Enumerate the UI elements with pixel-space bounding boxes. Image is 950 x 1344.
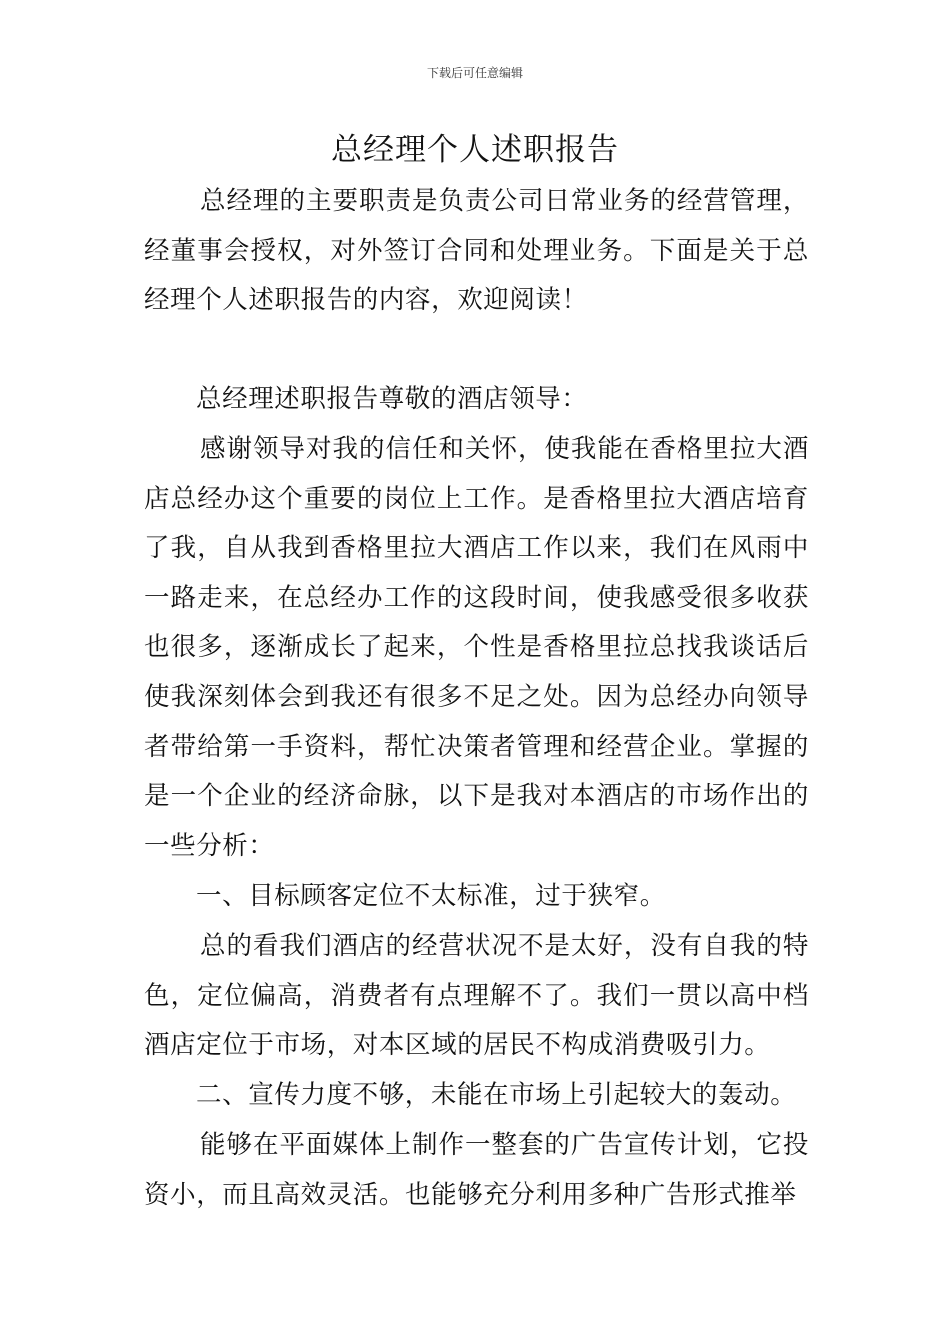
section-heading-1: 一、目标顾客定位不太标准，过于狭窄。 bbox=[196, 881, 666, 911]
body-paragraph-1: 感谢领导对我的信任和关怀，使我能在香格里拉大酒店总经办这个重要的岗位上工作。是香格里拉大酒店培育了我，自从我到香格里拉大酒店工作以来，我们在风雨中一路走来，在总经办工作的这段时间，使我感受很多收获也很多，逐渐成长了起来，个性是香格里拉总找我谈话后使我深刻体会到我还有很多不足之处。因为总经办向领导者带给第一手资料，帮忙决策者管理和经营企业。掌握的是一个企业的经济命脉，以下是我对本酒店的市场作出的一些分析： bbox=[144, 434, 809, 861]
section-heading-2: 二、宣传力度不够，未能在市场上引起较大的轰动。 bbox=[196, 1080, 797, 1110]
intro-paragraph: 总经理的主要职责是负责公司日常业务的经营管理，经董事会授权，对外签订合同和处理业务。下面是关于总经理个人述职报告的内容，欢迎阅读！ bbox=[144, 186, 809, 316]
body-paragraph-2: 总的看我们酒店的经营状况不是太好，没有自我的特色，定位偏高，消费者有点理解不了。我们一贯以高中档酒店定位于市场，对本区域的居民不构成消费吸引力。 bbox=[144, 931, 809, 1061]
salutation: 总经理述职报告尊敬的酒店领导： bbox=[196, 384, 588, 414]
document-title: 总经理个人述职报告 bbox=[331, 132, 619, 168]
body-paragraph-3: 能够在平面媒体上制作一整套的广告宣传计划，它投资小，而且高效灵活。也能够充分利用多种广告形式推举 bbox=[144, 1130, 809, 1210]
header-note: 下载后可任意编辑 bbox=[426, 66, 523, 80]
